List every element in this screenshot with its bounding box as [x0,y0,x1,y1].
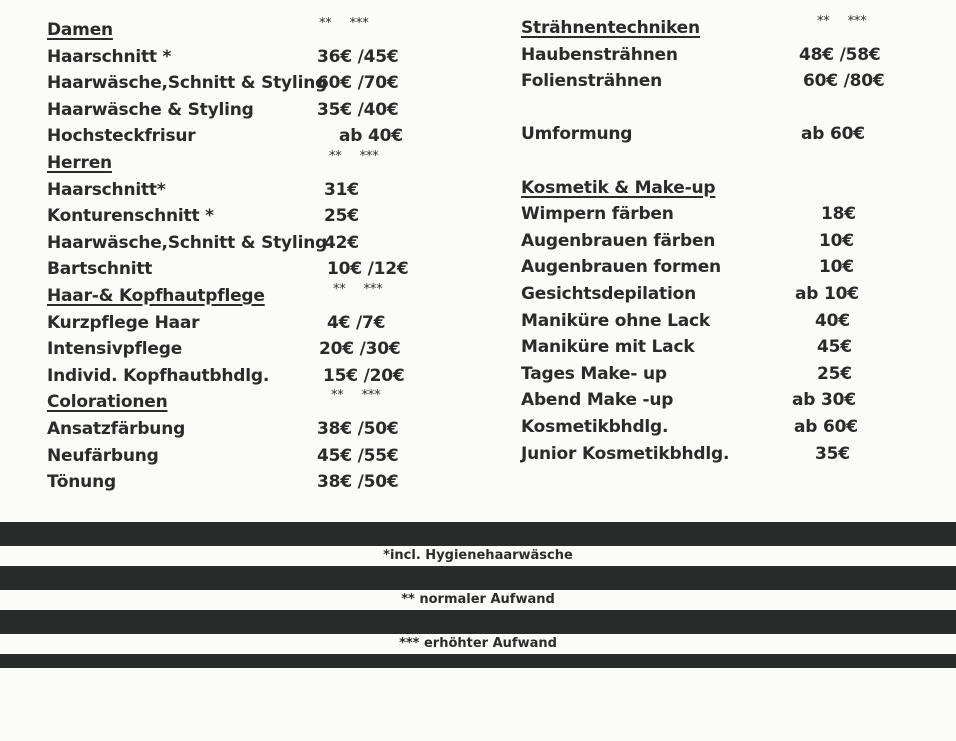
price-row: Maniküre mit Lack 45€ [521,337,852,358]
section-header-herren: Herren ** *** [47,150,407,177]
price-row: Bartschnitt 10€ /12€ [47,259,409,280]
stars-legend: ** *** [817,14,867,29]
price-row: Augenbrauen färben 10€ [521,230,854,251]
stripe-bar [0,654,956,668]
stripe-bar [0,522,956,546]
section-header-pflege: Haar-& Kopfhautpflege ** *** [47,283,407,310]
price-row: Junior Kosmetikbhdlg. 35€ [521,443,850,464]
stars-legend: ** *** [333,281,383,297]
price-row: Haarwäsche,Schnitt & Styling 60€ /70€ [47,73,399,94]
price-row: Tages Make- up 25€ [521,363,852,384]
price-row: Konturenschnitt * 25€ [47,206,359,227]
price-row: Haarwäsche & Styling 35€ /40€ [47,99,399,120]
price-row: Haarwäsche,Schnitt & Styling 42€ [47,232,359,253]
footnote-increased: *** erhöhter Aufwand [0,634,956,654]
price-row: Abend Make -up ab 30€ [521,390,856,411]
price-row: Foliensträhnen 60€ /80€ [521,71,885,92]
right-column [521,15,891,467]
price-row: Kosmetikbhdlg. ab 60€ [521,416,858,437]
footnote-stripes [0,522,956,668]
price-row: Augenbrauen formen 10€ [521,257,854,278]
left-column [47,17,407,496]
stripe-bar [0,566,956,590]
price-row: Wimpern färben 18€ [521,204,856,225]
price-row: Haubensträhnen 48€ /58€ [521,44,881,65]
price-row: Intensivpflege 20€ /30€ [47,339,401,360]
stars-legend: ** *** [329,148,379,164]
price-row: Neufärbung 45€ /55€ [47,445,399,466]
price-row: Hochsteckfrisur ab 40€ [47,126,403,147]
price-row: Haarschnitt * 36€ /45€ [47,46,399,67]
section-header-colorationen: Colorationen ** *** [47,389,407,416]
section-header-straehnen: Strähnentechniken ** *** [521,15,891,42]
price-row: Tönung 38€ /50€ [47,472,399,493]
stars-legend: ** *** [319,16,369,31]
stars-legend: ** *** [331,388,381,404]
section-header-damen: Damen ** *** [47,17,407,44]
footnote-hygiene: *incl. Hygienehaarwäsche [0,546,956,566]
price-row: Individ. Kopfhautbhdlg. 15€ /20€ [47,365,405,386]
price-row: Haarschnitt* 31€ [47,179,359,200]
footnote-normal: ** normaler Aufwand [0,590,956,610]
price-row: Kurzpflege Haar 4€ /7€ [47,312,386,333]
section-header-kosmetik: Kosmetik & Make-up [521,177,716,198]
price-row: Maniküre ohne Lack 40€ [521,310,850,331]
price-row: Ansatzfärbung 38€ /50€ [47,418,399,439]
price-row: Umformung ab 60€ [521,124,865,145]
price-row: Gesichtsdepilation ab 10€ [521,283,859,304]
stripe-bar [0,610,956,634]
